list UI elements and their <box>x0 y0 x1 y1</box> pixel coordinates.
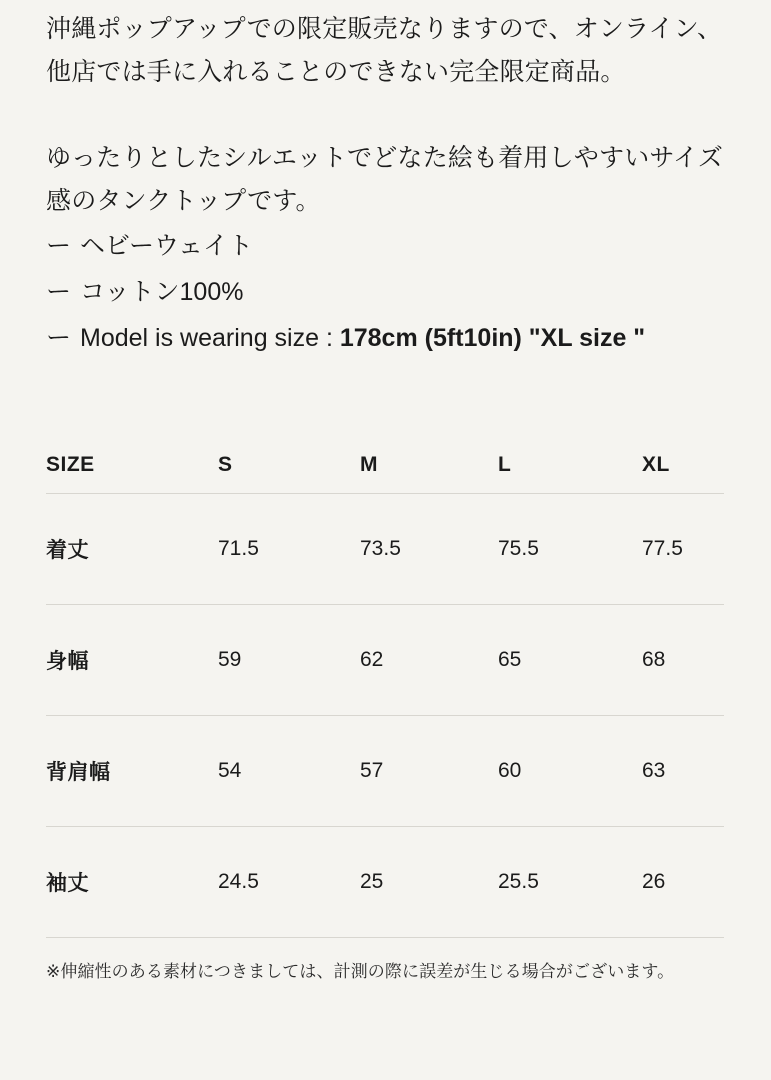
size-chart-table <box>46 437 724 937</box>
table-cell: 26 <box>642 870 666 893</box>
description-section <box>46 0 725 361</box>
row-label: 背肩幅 <box>46 761 111 784</box>
table-header-row <box>46 437 724 494</box>
table-cell: 25.5 <box>498 870 539 893</box>
spec-bullet-list <box>46 223 725 361</box>
column-header-s: S <box>218 453 233 476</box>
row-label: 着丈 <box>46 539 89 562</box>
column-header-m: M <box>360 453 378 476</box>
spec-bullet-text: コットン100% <box>80 278 244 306</box>
size-chart-header <box>46 437 724 494</box>
size-chart-body <box>46 494 724 938</box>
bullet-dash-icon: ー <box>46 232 72 260</box>
description-paragraph-1: 沖縄ポップアップでの限定販売なりますので、オンライン、他店では手に入れることのできない完全限定商品。 <box>46 15 723 86</box>
footnote-section <box>46 937 724 984</box>
table-cell: 65 <box>498 648 522 671</box>
column-header-xl: XL <box>642 453 670 476</box>
row-label: 身幅 <box>46 650 89 673</box>
table-cell: 63 <box>642 759 666 782</box>
column-header-size: SIZE <box>46 453 95 476</box>
description-paragraph-2: ゆったりとしたシルエットでどなた絵も着用しやすいサイズ感のタンクトップです。 <box>46 144 724 215</box>
table-cell: 24.5 <box>218 870 259 893</box>
spec-bullet-item <box>46 269 725 315</box>
table-cell: 59 <box>218 648 242 671</box>
bullet-dash-icon: ー <box>46 324 72 352</box>
table-cell: 75.5 <box>498 537 539 560</box>
spec-bullet-text: Model is wearing size : <box>80 324 340 352</box>
paragraph-spacer <box>46 94 725 137</box>
table-row <box>46 494 724 605</box>
table-row <box>46 716 724 827</box>
row-label: 袖丈 <box>46 872 89 895</box>
spec-bullet-text: ヘビーウェイト <box>80 232 254 260</box>
table-cell: 68 <box>642 648 666 671</box>
table-cell: 25 <box>360 870 384 893</box>
table-row <box>46 605 724 716</box>
table-cell: 71.5 <box>218 537 259 560</box>
column-header-l: L <box>498 453 512 476</box>
measurement-footnote: ※伸縮性のある素材につきましては、計測の際に誤差が生じる場合がございます。 <box>46 962 675 981</box>
bullet-dash-icon: ー <box>46 278 72 306</box>
table-row <box>46 827 724 938</box>
spec-bullet-item <box>46 315 725 361</box>
table-cell: 62 <box>360 648 384 671</box>
table-cell: 77.5 <box>642 537 683 560</box>
table-cell: 73.5 <box>360 537 401 560</box>
spec-bullet-item <box>46 223 725 269</box>
spec-bullet-emphasis: 178cm (5ft10in) "XL size " <box>339 324 646 352</box>
table-cell: 54 <box>218 759 242 782</box>
table-cell: 57 <box>360 759 384 782</box>
table-cell: 60 <box>498 759 522 782</box>
